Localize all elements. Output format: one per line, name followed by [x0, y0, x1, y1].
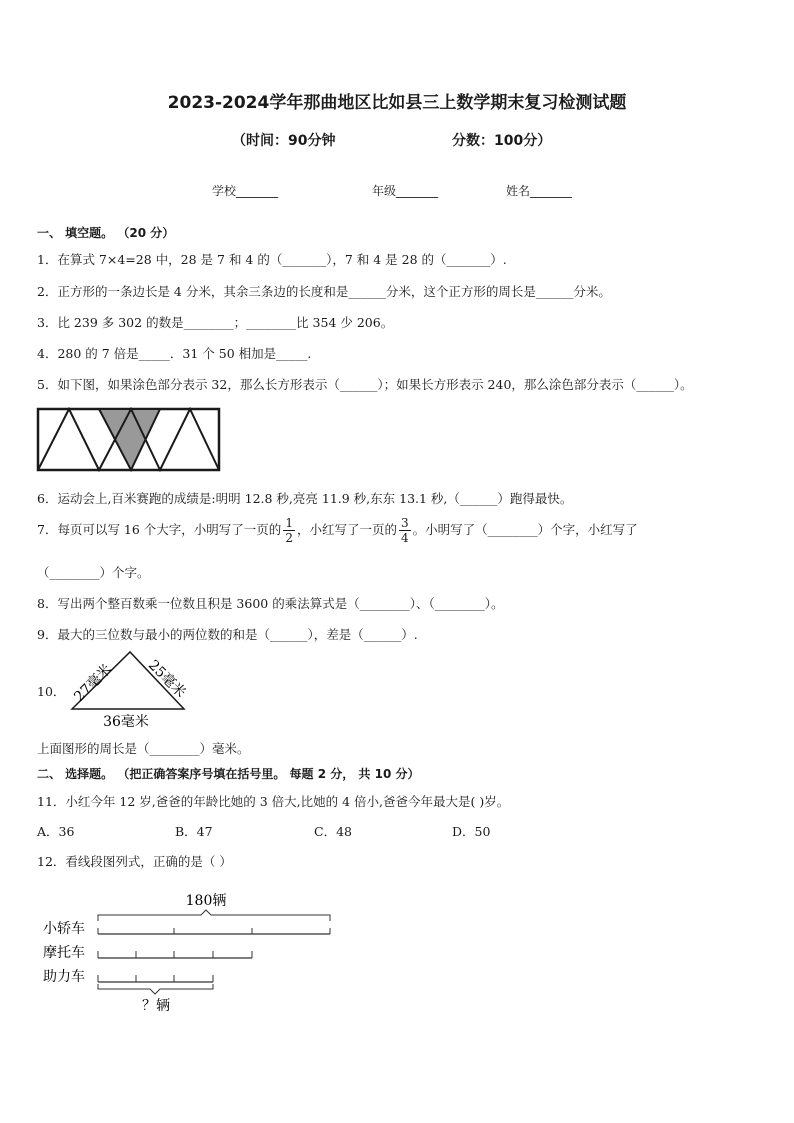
q7-text-a: 7．每页可以写 16 个大字，小明写了一页的: [37, 522, 282, 537]
q7-text-b: ，小红写了一页的: [296, 522, 397, 537]
unknown-label: ？辆: [142, 998, 170, 1014]
question-9: 9．最大的三位数与最小的两位数的和是（______），差是（______）.: [37, 627, 418, 642]
section-heading-multiple-choice: 二、 选择题。 （把正确答案序号填在括号里。 每题 2 分， 共 10 分）: [37, 767, 420, 781]
triangle-left-side-label: 27毫米: [71, 661, 116, 706]
exam-time: （时间：90分钟: [232, 133, 336, 149]
question-5: 5．如下图，如果涂色部分表示 32，那么长方形表示（______）；如果长方形表示 240，那么涂色部分表示（______）。: [37, 377, 693, 392]
page-title: 2023-2024学年那曲地区比如县三上数学期末复习检测试题: [167, 93, 627, 113]
question-1: 1．在算式 7×4=28 中，28 是 7 和 4 的（_______），7 和 4 是 28 的（_______）.: [37, 252, 507, 267]
question-7-continued: （________）个字。: [37, 565, 150, 580]
question-8: 8．写出两个整百数乘一位数且积是 3600 的乘法算式是（________）、（________）。: [37, 596, 504, 611]
triangle-right-side-label: 25毫米: [144, 657, 189, 702]
q11-option-c[interactable]: C．48: [314, 824, 352, 839]
row-label-car: 小轿车: [43, 921, 85, 937]
question-11: 11．小红今年 12 岁,爸爸的年龄比她的 3 倍大,比她的 4 倍小,爸爸今年最大是( )岁。: [37, 794, 510, 809]
question-10-number: 10．: [37, 684, 66, 699]
row-label-motorcycle: 摩托车: [43, 945, 85, 961]
triangle-bottom-side-label: 36毫米: [103, 714, 149, 730]
question-4: 4．280 的 7 倍是_____．31 个 50 相加是_____.: [37, 346, 312, 361]
q11-option-a[interactable]: A．36: [37, 824, 75, 839]
q7-text-c: 。小明写了（________）个字，小红写了: [412, 522, 638, 537]
q11-option-d[interactable]: D．50: [452, 824, 491, 839]
question-10-text: 上面图形的周长是（________）毫米。: [37, 741, 250, 756]
section-heading-fill-blank: 一、 填空题。 （20 分）: [37, 226, 175, 240]
q5-rectangle-figure: [36, 407, 222, 473]
question-7: [37, 516, 638, 545]
q10-triangle-figure: [64, 646, 196, 732]
question-3: 3．比 239 多 302 的数是________；________比 354 少 206。: [37, 315, 394, 330]
question-2: 2．正方形的一条边长是 4 分米，其余三条边的长度和是______分米，这个正方形的周长是______分米。: [37, 284, 611, 299]
total-label: 180辆: [185, 893, 227, 909]
q11-option-b[interactable]: B．47: [175, 824, 213, 839]
q12-line-diagram: [36, 886, 346, 1016]
q7-fraction-three-quarters: $\frac{3}{4}$: [400, 516, 409, 545]
school-field: 学校_______: [212, 184, 279, 198]
exam-score: 分数：100分）: [452, 133, 552, 149]
row-label-moped: 助力车: [43, 969, 85, 985]
q7-fraction-half: $\frac{1}{2}$: [285, 516, 293, 545]
question-12: 12．看线段图列式，正确的是（ ）: [37, 854, 232, 869]
name-field: 姓名_______: [506, 184, 573, 198]
grade-field: 年级_______: [372, 184, 439, 198]
question-6: 6．运动会上,百米赛跑的成绩是:明明 12.8 秒,亮亮 11.9 秒,东东 13.1 秒,（______）跑得最快。: [37, 491, 573, 506]
